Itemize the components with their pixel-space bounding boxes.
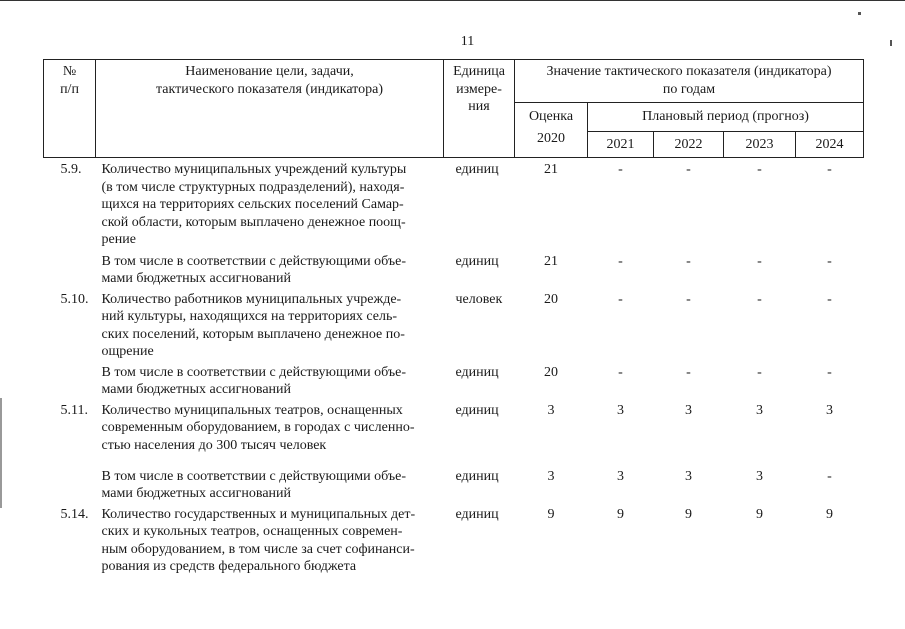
header-year-2024: 2024	[796, 132, 864, 158]
header-unit: Единица измере- ния	[444, 60, 515, 158]
row-number: 5.14.	[60, 506, 89, 522]
header-year-2021: 2021	[588, 132, 654, 158]
value-2022-cell: -	[686, 364, 691, 380]
indicator-name: Количество муниципальных учреждений культуры (в том числе структурных подразделений), находя- щихся на территориях сельских поселений Самар- ской области, которым выплачено денежное поощ- рение	[101, 162, 407, 247]
value-2023-cell: 3	[756, 468, 763, 484]
value-2024-cell: 9	[826, 506, 833, 522]
top-scan-edge	[0, 0, 905, 1]
table-row	[44, 288, 864, 361]
value-2024-cell: -	[827, 291, 832, 307]
header-num: № п/п	[44, 60, 96, 158]
table-row	[44, 462, 864, 503]
value-2021-cell: -	[618, 162, 623, 177]
est-cell: 20	[544, 364, 558, 380]
value-2022-cell: -	[686, 253, 691, 269]
value-2024-cell: 3	[826, 402, 833, 418]
indicator-name: В том числе в соответствии с действующими объе- мами бюджетных ассигнований	[101, 364, 407, 397]
value-2024-cell: -	[827, 162, 832, 177]
unit-cell: единиц	[455, 253, 499, 269]
value-2024-cell: -	[827, 468, 832, 484]
value-2022-cell: 3	[685, 402, 692, 418]
value-2023-cell: 3	[756, 402, 763, 418]
row-number: 5.11.	[60, 402, 88, 418]
est-cell: 21	[544, 162, 558, 177]
indicator-name: Количество работников муниципальных учрежде- ний культуры, находящихся на территориях сель- ских поселений, которым выплачено денежное по- ощрение	[101, 291, 405, 359]
value-2022-cell: 3	[685, 468, 692, 484]
value-2021-cell: -	[618, 253, 623, 269]
unit-cell: единиц	[455, 468, 499, 484]
header-year-2023: 2023	[724, 132, 796, 158]
value-2021-cell: 9	[617, 506, 624, 522]
row-number: 5.10.	[60, 291, 89, 307]
scan-edge-mark	[0, 398, 2, 508]
page-number: 11	[460, 34, 475, 49]
value-2021-cell: -	[618, 291, 623, 307]
value-2023-cell: -	[757, 253, 762, 269]
unit-cell: человек	[455, 291, 503, 307]
table-row	[44, 399, 864, 462]
unit-cell: единиц	[455, 364, 499, 380]
est-cell: 20	[544, 291, 558, 307]
scan-speck	[858, 12, 861, 15]
value-2021-cell: 3	[617, 468, 624, 484]
indicators-table	[43, 59, 864, 576]
value-2023-cell: -	[757, 291, 762, 307]
table-row	[44, 158, 864, 250]
value-2023-cell: 9	[756, 506, 763, 522]
header-estimate: Оценка 2020	[515, 103, 588, 158]
row-number	[44, 462, 96, 503]
value-2022-cell: -	[686, 162, 691, 177]
value-2024-cell: -	[827, 253, 832, 269]
est-cell: 21	[544, 253, 558, 269]
row-number: 5.9.	[60, 162, 82, 177]
table-body	[44, 158, 864, 576]
scan-speck	[890, 40, 892, 46]
est-cell: 3	[547, 468, 555, 484]
header-year-2022: 2022	[654, 132, 724, 158]
header-planned: Плановый период (прогноз)	[588, 103, 864, 132]
unit-cell: единиц	[455, 506, 499, 522]
value-2021-cell: -	[618, 364, 623, 380]
unit-cell: единиц	[455, 402, 499, 418]
value-2024-cell: -	[827, 364, 832, 380]
indicator-name: Количество государственных и муниципальных дет- ских и кукольных театров, оснащенных современ- ным оборудованием, в том числе за счет софинанси- рования из средств федерального бюджета	[101, 506, 416, 574]
est-cell: 3	[547, 402, 555, 418]
table-row	[44, 250, 864, 288]
value-2022-cell: -	[686, 291, 691, 307]
value-2022-cell: 9	[685, 506, 692, 522]
table-row	[44, 361, 864, 399]
value-2023-cell: -	[757, 162, 762, 177]
indicator-name: Количество муниципальных театров, оснащенных современным оборудованием, в городах с численно- стью населения до 300 тысяч человек	[101, 402, 415, 453]
table-row	[44, 503, 864, 576]
value-2023-cell: -	[757, 364, 762, 380]
indicator-name: В том числе в соответствии с действующими объе- мами бюджетных ассигнований	[101, 468, 407, 501]
row-number	[44, 361, 96, 399]
header-name: Наименование цели, задачи, тактического показателя (индикатора)	[96, 60, 444, 158]
header-value-group: Значение тактического показателя (индикатора) по годам	[515, 60, 864, 103]
value-2021-cell: 3	[617, 402, 624, 418]
est-cell: 9	[547, 506, 555, 522]
unit-cell: единиц	[455, 162, 499, 177]
row-number	[44, 250, 96, 288]
indicator-name: В том числе в соответствии с действующими объе- мами бюджетных ассигнований	[101, 253, 407, 286]
